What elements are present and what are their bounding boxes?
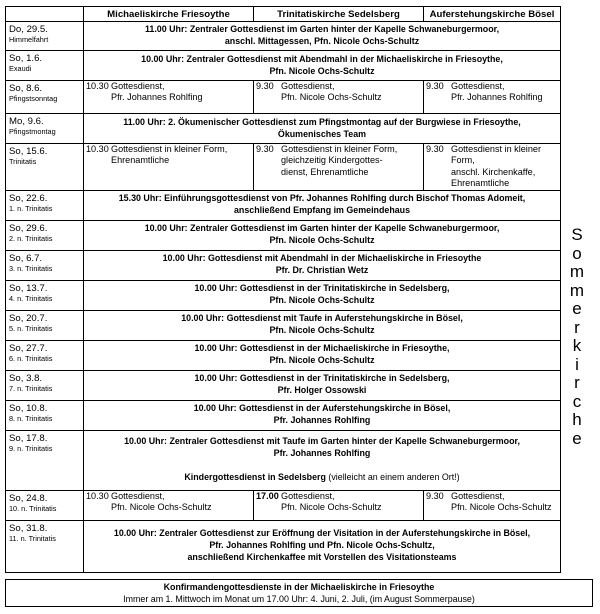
feast-day: 4. n. Trinitatis [9, 293, 53, 303]
schedule-row [6, 220, 561, 250]
service-cell-content [84, 144, 253, 167]
service-line: Pfn. Nicole Ochs-Schultz [269, 325, 375, 336]
service-detail-line: Gottesdienst, [281, 490, 335, 501]
service-detail-line: Ehrenamtliche [111, 155, 170, 166]
service-merged-cell [84, 190, 561, 220]
service-detail-line: Gottesdienst, [281, 81, 335, 91]
service-cell-content [84, 491, 253, 514]
service-line: Pfr. Johannes Rohlfing [273, 448, 371, 459]
service-line: Pfr. Holger Ossowski [277, 385, 367, 396]
feast-day: 11. n. Trinitatis [9, 533, 56, 543]
sommerkirche-letter: m [569, 280, 585, 300]
sommerkirche-letter: k [572, 336, 582, 355]
service-details [451, 81, 560, 104]
service-line: 10.00 Uhr: Zentraler Gottesdienst mit Abendmahl in der Michaeliskirche in Friesoythe, [141, 53, 503, 64]
service-time: 9.30 [426, 81, 444, 91]
service-time: 17.00 [256, 490, 279, 501]
service-merged-cell [84, 310, 561, 340]
service-date: So, 31.8. [9, 522, 48, 534]
service-cell [84, 144, 254, 191]
sommerkirche-letter: e [572, 299, 582, 318]
service-date: So, 8.6. [9, 83, 43, 94]
sommerkirche-letter: o [572, 243, 582, 263]
service-cell [424, 144, 561, 191]
schedule-row [6, 340, 561, 370]
feast-day: 6. n. Trinitatis [9, 353, 53, 363]
service-date: Do, 29.5. [9, 24, 48, 35]
service-cell [424, 81, 561, 114]
header-michaeliskirche: Michaeliskirche Friesoythe [84, 7, 254, 22]
feast-day: 7. n. Trinitatis [9, 383, 53, 393]
service-line: Pfr. Johannes Rohlfing [273, 415, 371, 426]
feast-day: 10. n. Trinitatis [9, 503, 57, 513]
feast-day: 2. n. Trinitatis [9, 233, 53, 243]
service-line: Pfn. Nicole Ochs-Schultz [269, 295, 375, 306]
feast-day: Trinitatis [9, 157, 37, 166]
service-line: 10.00 Uhr: Gottesdienst in der Auferstehungskirche in Bösel, [193, 403, 451, 414]
feast-day: Pfingstmontag [9, 127, 56, 136]
sommerkirche-label [562, 226, 592, 448]
sommerkirche-letter: h [572, 410, 582, 429]
header-corner [6, 7, 84, 22]
service-line: 15.30 Uhr: Einführungsgottesdienst von Pfr. Johannes Rohlfing durch Bischof Thomas Adomeit, [118, 193, 526, 204]
service-details [111, 491, 253, 514]
schedule-row [6, 81, 561, 114]
footer-title: Konfirmandengottesdienste in der Michaeliskirche in Friesoythe [163, 582, 435, 592]
service-merged-cell [84, 400, 561, 430]
date-cell [6, 280, 84, 310]
service-line: 10.00 Uhr: Zentraler Gottesdienst im Garten hinter der Kapelle Schwaneburgermoor, [144, 223, 500, 234]
service-line: Pfr. Johannes Rohlfing und Pfn. Nicole Ochs-Schultz, [209, 540, 435, 551]
footer-text: Immer am 1. Mittwoch im Monat um 17.00 Uhr: 4. Juni, 2. Juli, (im August Sommerpause) [123, 593, 475, 604]
sommerkirche-letter: m [569, 262, 585, 281]
service-date: So, 20.7. [9, 312, 48, 324]
feast-day: 1. n. Trinitatis [9, 203, 53, 213]
sommerkirche-letter: S [571, 225, 583, 244]
schedule-row [6, 490, 561, 520]
schedule-row [6, 144, 561, 191]
service-line: 10.00 Uhr: Gottesdienst in der Trinitatiskirche in Sedelsberg, [194, 283, 450, 294]
service-merged-cell [84, 280, 561, 310]
date-cell [6, 144, 84, 191]
service-date: So, 6.7. [9, 252, 43, 264]
service-merged-cell [84, 340, 561, 370]
schedule-row [6, 190, 561, 220]
service-detail-line: Pfn. Nicole Ochs-Schultz [451, 502, 552, 513]
date-cell [6, 114, 84, 144]
schedule-row [6, 114, 561, 144]
service-date: So, 27.7. [9, 342, 48, 354]
date-cell [6, 340, 84, 370]
sommerkirche-letter: c [572, 391, 582, 411]
date-cell [6, 22, 84, 51]
service-date: So, 29.6. [9, 222, 48, 234]
service-detail-line: Gottesdienst in kleiner Form, [111, 144, 228, 154]
service-line: 11.00 Uhr: 2. Ökumenischer Gottesdienst zum Pfingstmontag auf der Burgwiese in Friesoythe, [123, 116, 521, 127]
note-normal: (vielleicht an einem anderen Ort!) [325, 472, 460, 483]
date-cell [6, 370, 84, 400]
service-line: Pfn. Nicole Ochs-Schultz [269, 235, 375, 246]
service-detail-line: Gottesdienst, [111, 81, 165, 91]
service-line: 10.00 Uhr: Gottesdienst in der Trinitatiskirche in Sedelsberg, [194, 373, 450, 384]
header-auferstehungskirche: Auferstehungskirche Bösel [424, 7, 561, 22]
service-line: Pfn. Nicole Ochs-Schultz [269, 65, 375, 76]
service-cell [424, 490, 561, 520]
schedule-row [6, 400, 561, 430]
feast-day: 3. n. Trinitatis [9, 263, 53, 273]
service-cell [254, 144, 424, 191]
schedule-row [6, 520, 561, 572]
date-cell [6, 51, 84, 81]
service-details [281, 491, 423, 514]
feast-day: Himmelfahrt [9, 35, 49, 44]
service-details [111, 81, 253, 104]
service-cell-content [254, 81, 423, 104]
sommerkirche-letter: r [574, 373, 580, 392]
service-time: 9.30 [256, 81, 274, 91]
service-date: So, 3.8. [9, 372, 43, 384]
schedule-row [6, 370, 561, 400]
service-detail-line: Gottesdienst, [451, 81, 505, 91]
feast-day: 9. n. Trinitatis [9, 443, 53, 453]
service-cell-content [254, 144, 423, 178]
service-detail-line: Pfn. Nicole Ochs-Schultz [281, 92, 382, 103]
schedule-row [6, 310, 561, 340]
sommerkirche-letter: r [574, 317, 580, 337]
date-cell [6, 430, 84, 490]
service-line: Ökumenisches Team [277, 128, 367, 139]
service-details [281, 144, 423, 178]
service-cell-content [254, 491, 423, 514]
service-detail-line: Gottesdienst in kleiner Form, [451, 144, 541, 166]
service-line: Pfr. Dr. Christian Wetz [275, 265, 369, 276]
feast-day: 8. n. Trinitatis [9, 413, 53, 423]
service-date: Mo, 9.6. [9, 116, 44, 127]
sommerkirche-letter: e [572, 428, 582, 448]
service-detail-line: Pfn. Nicole Ochs-Schultz [111, 502, 212, 513]
service-time: 9.30 [426, 144, 444, 154]
service-time: 10.30 [86, 81, 109, 91]
service-merged-cell [84, 51, 561, 81]
service-line: 11.00 Uhr: Zentraler Gottesdienst im Garten hinter der Kapelle Schwaneburgermoor, [144, 24, 500, 35]
service-date: So, 10.8. [9, 402, 48, 414]
date-cell [6, 400, 84, 430]
header-trinitatiskirche: Trinitatiskirche Sedelsberg [254, 7, 424, 22]
schedule-row [6, 430, 561, 490]
date-cell [6, 220, 84, 250]
service-detail-line: anschl. Kirchenkaffe, [451, 166, 536, 177]
service-line: 10.00 Uhr: Zentraler Gottesdienst mit Taufe im Garten hinter der Kapelle Schwaneburgermoor, [124, 436, 520, 447]
sommerkirche-letter: i [575, 354, 579, 374]
feast-day: 5. n. Trinitatis [9, 323, 53, 333]
service-line: 10.00 Uhr: Gottesdienst in der Michaeliskirche in Friesoythe, [194, 343, 450, 354]
service-line: Pfn. Nicole Ochs-Schultz [269, 355, 375, 366]
schedule-row [6, 22, 561, 51]
feast-day: Exaudi [9, 64, 32, 73]
schedule-row [6, 280, 561, 310]
service-time: 10.30 [86, 490, 109, 501]
date-cell [6, 81, 84, 114]
service-date: So, 15.6. [9, 146, 48, 157]
service-date: So, 22.6. [9, 192, 48, 204]
service-cell-content [424, 144, 560, 190]
service-merged-cell [84, 220, 561, 250]
service-detail-line: Pfr. Johannes Rohlfing [111, 92, 203, 103]
service-line: 10.00 Uhr: Gottesdienst mit Abendmahl in der Michaeliskirche in Friesoythe [162, 253, 482, 264]
service-line: 10.00 Uhr: Zentraler Gottesdienst zur Eröffnung der Visitation in der Auferstehungskirche in Bösel, [113, 528, 531, 539]
service-detail-line: Gottesdienst in kleiner Form, [281, 144, 398, 154]
service-merged-cell [84, 520, 561, 572]
service-cell [84, 81, 254, 114]
date-cell [6, 520, 84, 572]
confirmation-services-box [5, 579, 593, 607]
service-detail-line: Pfr. Johannes Rohlfing [451, 92, 543, 103]
feast-day: Pfingstsonntag [9, 94, 58, 103]
service-cell-content [424, 81, 560, 104]
service-detail-line: gleichzeitig Kindergottes- [281, 155, 383, 166]
service-detail-line: Gottesdienst, [111, 490, 165, 501]
service-cell [254, 490, 424, 520]
service-date: So, 17.8. [9, 432, 48, 444]
header-row [6, 7, 561, 22]
service-time: 10.30 [86, 144, 109, 154]
schedule-row [6, 250, 561, 280]
service-cell-content [424, 491, 560, 514]
service-time: 9.30 [426, 490, 444, 501]
service-detail-line: Gottesdienst, [451, 490, 505, 501]
date-cell [6, 310, 84, 340]
service-line: anschließend Kirchenkaffee mit Vorstellen des Visitationsteams [187, 552, 457, 563]
service-note [84, 472, 560, 484]
service-date: So, 1.6. [9, 53, 43, 64]
service-merged-cell [84, 114, 561, 144]
service-detail-line: Ehrenamtliche [451, 178, 510, 189]
service-details [451, 491, 560, 514]
service-merged-cell [84, 370, 561, 400]
service-merged-cell [84, 22, 561, 51]
schedule-table [5, 6, 561, 573]
service-line: anschließend Empfang im Gemeindehaus [233, 205, 411, 216]
service-details [111, 144, 253, 167]
service-date: So, 24.8. [9, 492, 48, 504]
service-cell-content [84, 81, 253, 104]
service-line: anschl. Mittagessen, Pfn. Nicole Ochs-Schultz [224, 36, 420, 46]
service-detail-line: Pfn. Nicole Ochs-Schultz [281, 502, 382, 513]
service-cell [254, 81, 424, 114]
service-details [281, 81, 423, 104]
service-line: 10.00 Uhr: Gottesdienst mit Taufe in Auferstehungskirche in Bösel, [181, 313, 463, 324]
note-bold: Kindergottesdienst in Sedelsberg [184, 472, 326, 483]
service-cell [84, 490, 254, 520]
date-cell [6, 250, 84, 280]
service-time: 9.30 [256, 144, 274, 154]
service-detail-line: dienst, Ehrenamtliche [281, 166, 369, 177]
schedule-row [6, 51, 561, 81]
date-cell [6, 490, 84, 520]
service-date: So, 13.7. [9, 282, 48, 294]
service-merged-cell [84, 250, 561, 280]
service-details [451, 144, 560, 190]
service-merged-cell [84, 430, 561, 490]
date-cell [6, 190, 84, 220]
